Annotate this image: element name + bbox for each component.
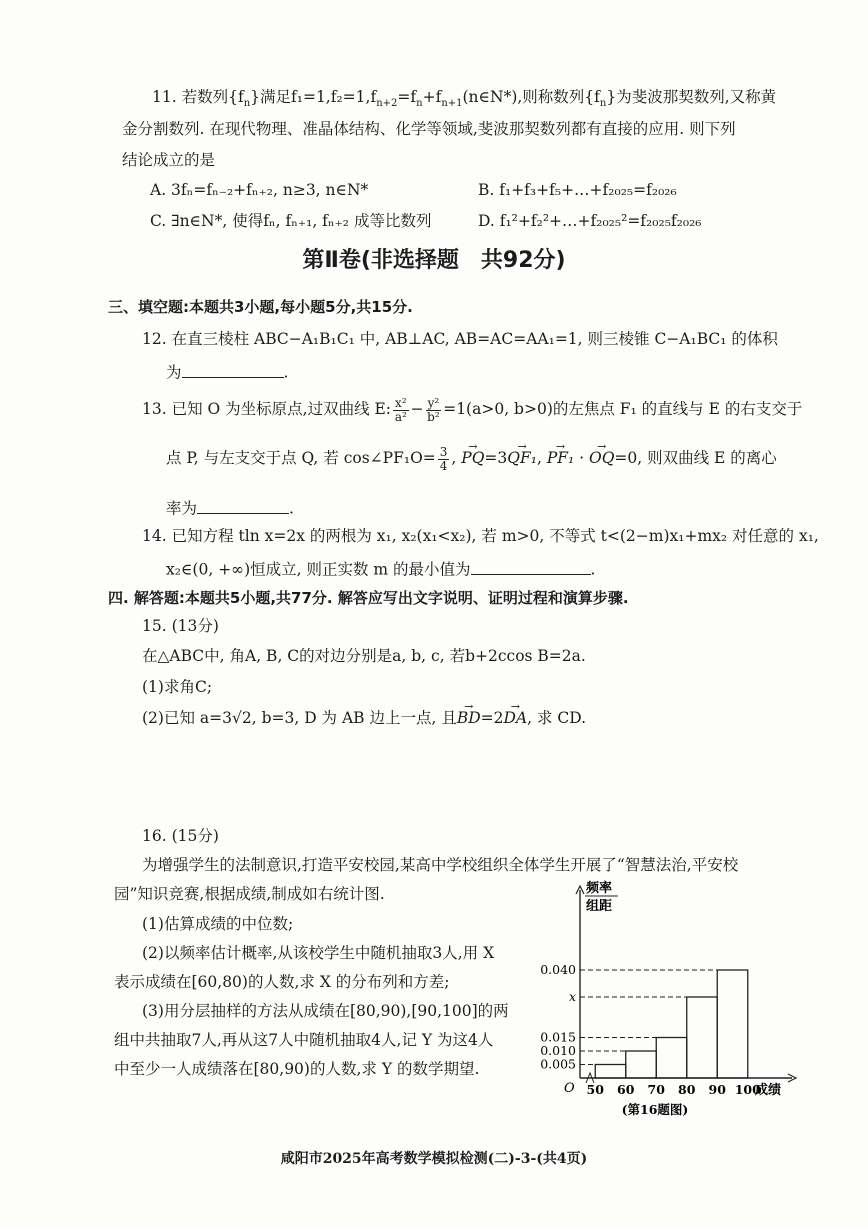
q16-part3c: 中至少一人成绩落在[80,90)的人数,求 Y 的数学期望.	[114, 1060, 480, 1078]
y-tick-label: x	[568, 989, 576, 1004]
q16-part2a: (2)以频率估计概率,从该校学生中随机抽取3人,用 X	[142, 944, 495, 962]
q15-part2: (2)已知 a=3√2, b=3, D 为 AB 边上一点, 且→ BD=2→ DA, 求 CD.	[142, 709, 586, 728]
q11-line2: 金分割数列. 在现代物理、准晶体结构、化学等领域,斐波那契数列都有直接的应用. 则下列	[122, 120, 736, 138]
q12-line2: 为 .	[166, 361, 288, 382]
q13-line1: 13. 已知 O 为坐标原点,过双曲线 E: $\frac{\text{x²}}{\text{a²}}$ − $\frac{\text{y²}}{\text{b²}}$ =1(a>0, b>0)的左焦点 F₁ 的直线与 E 的右支交于	[142, 396, 803, 424]
q15-part1: (1)求角C;	[142, 678, 213, 696]
y-axis-label-bottom: 组距	[586, 899, 613, 914]
q11-line3: 结论成立的是	[122, 151, 216, 169]
q16-part3b: 组中共抽取7人,再从这7人中随机抽取4人,记 Y 为这4人	[114, 1031, 494, 1049]
q12-line1: 12. 在直三棱柱 ABC−A₁B₁C₁ 中, AB⊥AC, AB=AC=AA₁=1, 则三棱锥 C−A₁BC₁ 的体积	[142, 330, 778, 348]
x-tick-label: 50	[586, 1082, 604, 1097]
q16-part2b: 表示成绩在[60,80)的人数,求 X 的分布列和方差;	[114, 973, 450, 991]
histogram-bar	[717, 970, 748, 1078]
q14-line1: 14. 已知方程 tln x=2x 的两根为 x₁, x₂(x₁<x₂), 若 m>0, 不等式 t<(2−m)x₁+mx₂ 对任意的 x₁,	[142, 527, 819, 545]
page-footer: 咸阳市2025年高考数学模拟检测(二)-3-(共4页)	[280, 1151, 588, 1167]
q11-option-a: A. 3fₙ=fₙ₋₂+fₙ₊₂, n≥3, n∈N*	[150, 181, 369, 199]
histogram-bar	[626, 1051, 657, 1078]
q11-line1: 11. 若数列$\{f_n\}$满足$f_1=1,f_2=1,f_{n+2}=f_n+f_{n+1}(n\in N*)$,则称数列$\{f_n\}$为斐波那契数列,又称黄	[152, 88, 777, 110]
histogram-bar	[687, 997, 718, 1078]
q16-line1: 为增强学生的法制意识,打造平安校园,某高中学校组织全体学生开展了“智慧法治,平安校	[142, 856, 739, 874]
y-tick-label: 0.005	[540, 1056, 576, 1072]
section4-heading: 四. 解答题:本题共5小题,共77分. 解答应写出文字说明、证明过程和演算步骤.	[108, 589, 629, 607]
x-tick-label: 100	[734, 1082, 761, 1097]
q11-option-d: D. f₁²+f₂²+…+f₂₀₂₅²=f₂₀₂₅f₂₀₂₆	[478, 212, 702, 230]
q13-line3: 率为 .	[166, 497, 294, 518]
figure-caption: (第16题图)	[621, 1102, 689, 1117]
x-tick-label: 60	[617, 1082, 635, 1097]
part2-title: 第Ⅱ卷(非选择题 共92分)	[302, 248, 566, 273]
section3-heading: 三、填空题:本题共3小题,每小题5分,共15分.	[108, 298, 413, 316]
q15-heading: 15. (13分)	[142, 617, 219, 635]
x-tick-label: 90	[708, 1082, 726, 1097]
histogram-bar	[656, 1038, 687, 1079]
q16-part3a: (3)用分层抽样的方法从成绩在[80,90),[90,100]的两	[142, 1002, 509, 1020]
y-tick-label: 0.015	[540, 1029, 576, 1045]
q16-line2: 园”知识竞赛,根据成绩,制成如右统计图.	[114, 885, 385, 903]
x-axis-label: 成绩	[755, 1083, 782, 1098]
q14-line2: x₂∈(0, +∞)恒成立, 则正实数 m 的最小值为 .	[166, 558, 595, 579]
y-tick-label: 0.040	[540, 962, 576, 977]
q11-option-b: B. f₁+f₃+f₅+…+f₂₀₂₅=f₂₀₂₆	[478, 181, 677, 199]
q15-line1: 在△ABC中, 角A, B, C的对边分别是a, b, c, 若b+2ccos B=2a.	[142, 647, 586, 665]
origin-label: O	[564, 1081, 575, 1096]
q16-part1: (1)估算成绩的中位数;	[142, 915, 294, 933]
frequency-histogram	[520, 878, 820, 1118]
y-axis-label-top: 频率	[586, 881, 613, 896]
q11-option-c: C. ∃n∈N*, 使得fₙ, fₙ₊₁, fₙ₊₂ 成等比数列	[150, 212, 432, 230]
histogram-bar	[595, 1065, 626, 1079]
y-tick-label: 0.010	[540, 1043, 576, 1058]
x-tick-label: 70	[647, 1082, 665, 1097]
x-tick-label: 80	[678, 1082, 696, 1097]
q13-line2: 点 P, 与左支交于点 Q, 若 cos∠PF₁O= $\frac{3}{4}$ , → PQ=3→ QF₁, → PF₁ · → OQ=0, 则双曲线 E 的离心	[166, 446, 777, 472]
q16-heading: 16. (15分)	[142, 827, 219, 845]
